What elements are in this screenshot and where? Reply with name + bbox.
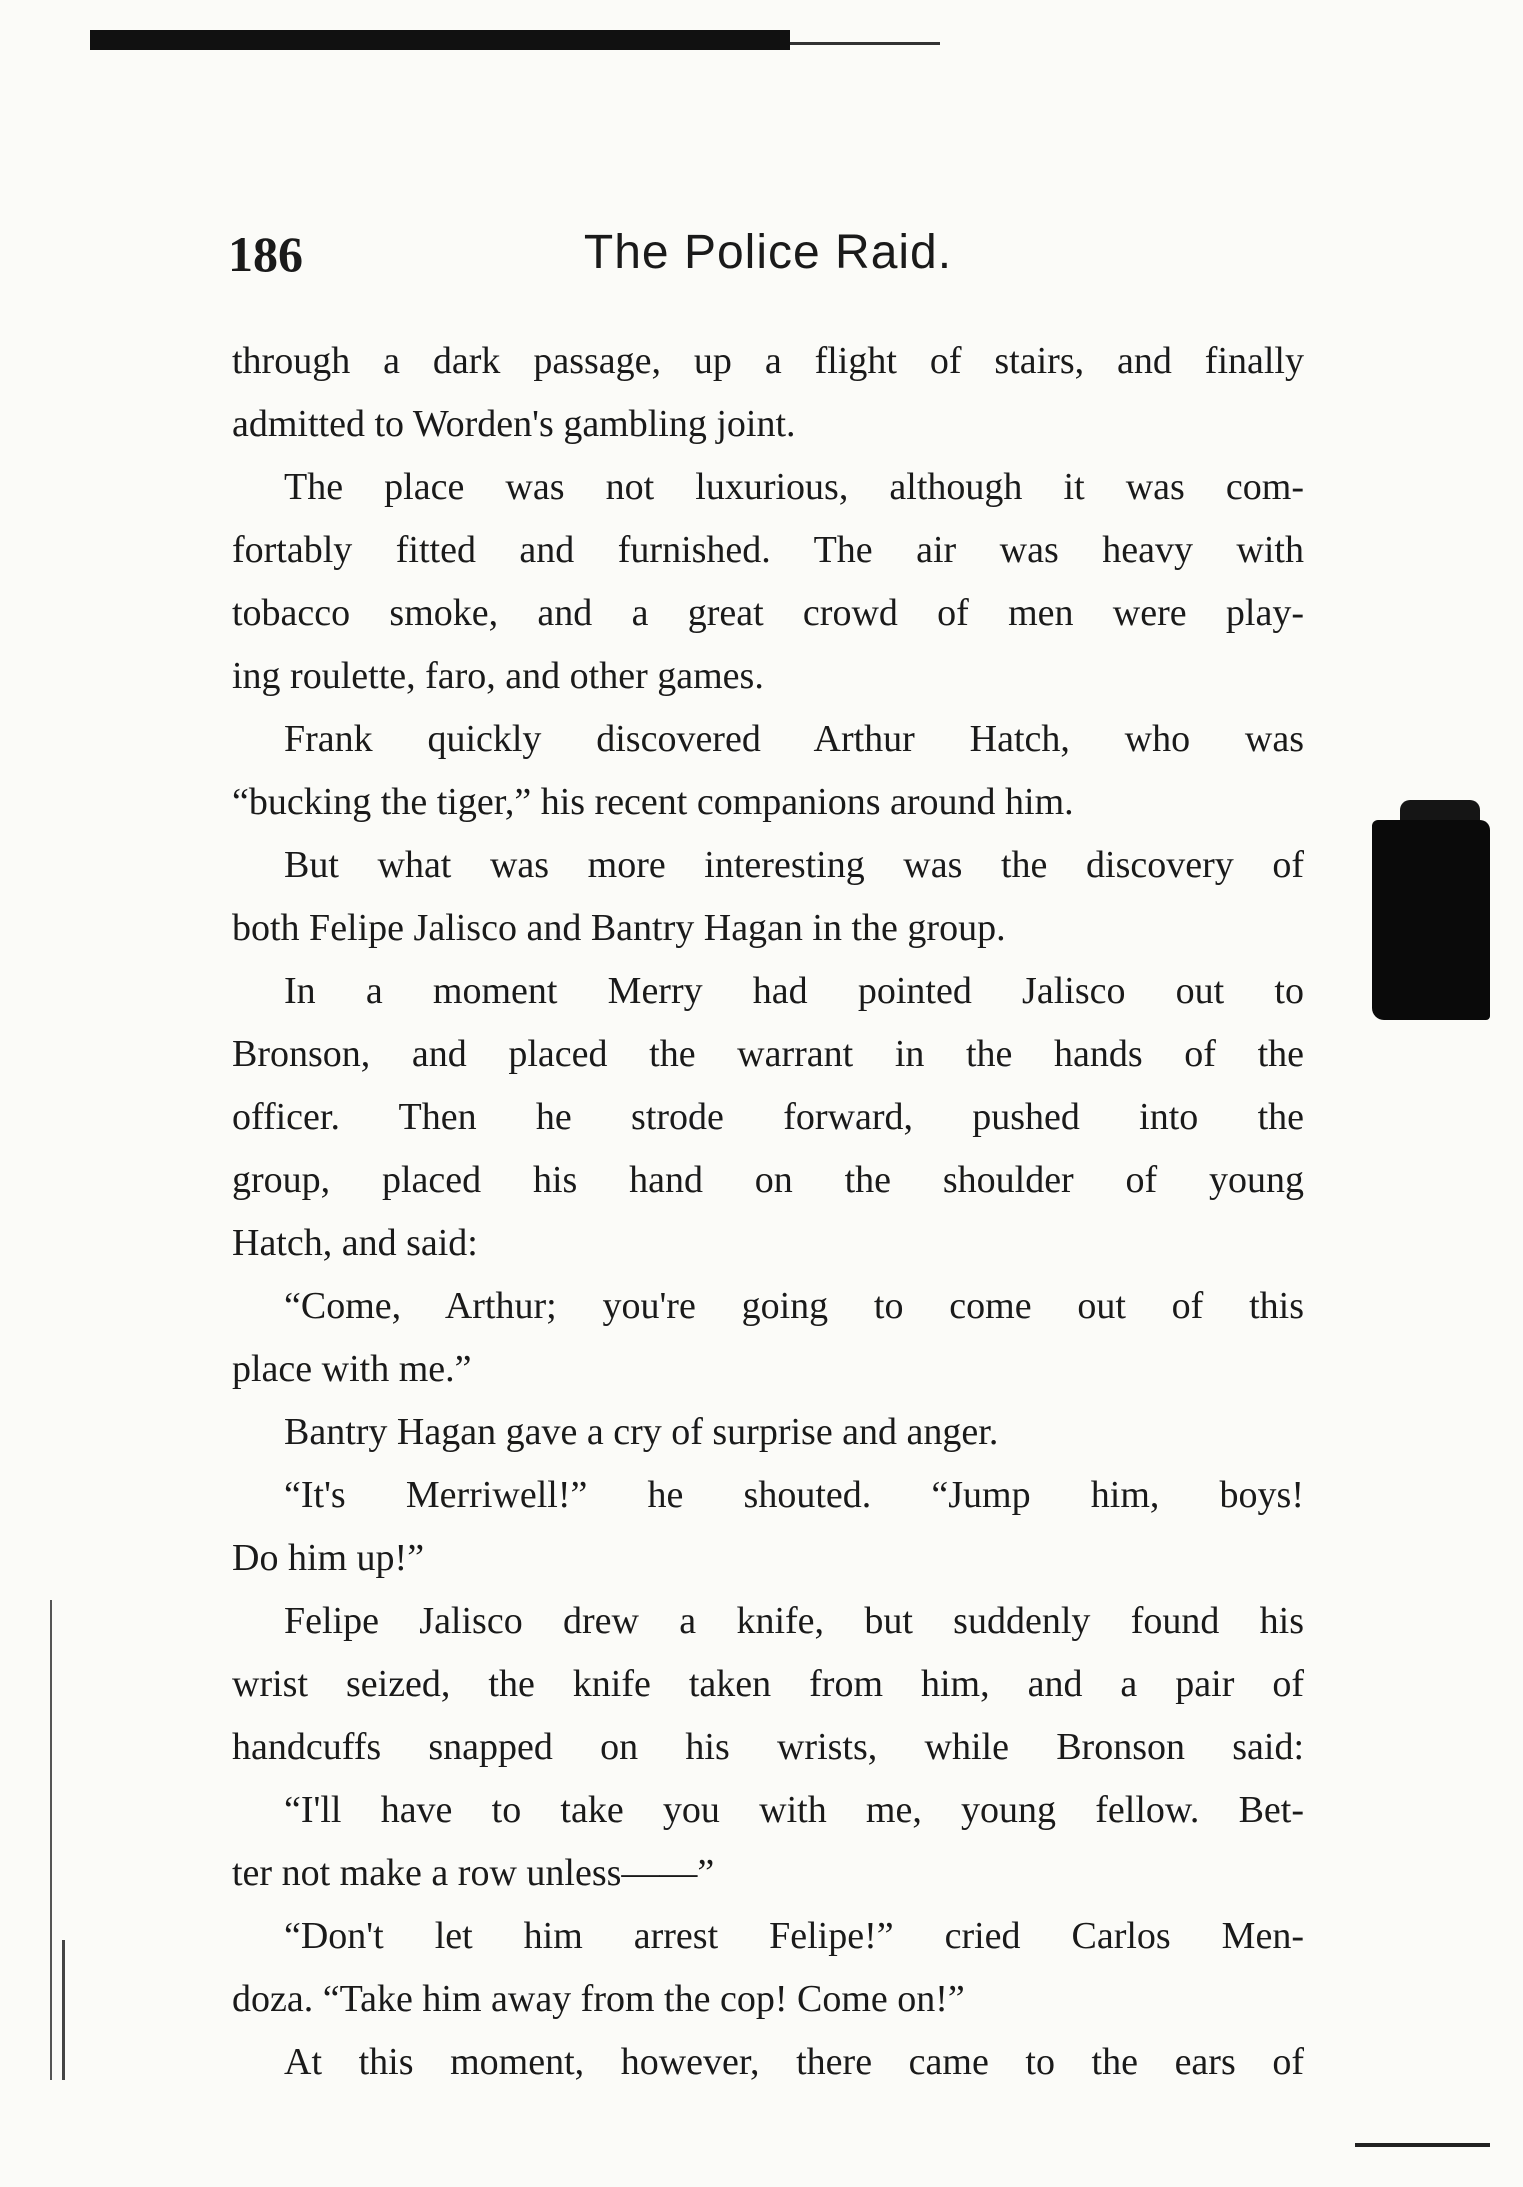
page-number: 186 [228,226,303,282]
text-line: wrist seized, the knife taken from him, and a pair of [232,1663,1304,1705]
text-line: In a moment Merry had pointed Jalisco out to [284,970,1304,1012]
text-line: through a dark passage, up a flight of stairs, and finally [232,340,1304,382]
bottom-scan-rule [1355,2143,1490,2147]
text-line: The place was not luxurious, although it was com- [284,466,1304,508]
text-line: both Felipe Jalisco and Bantry Hagan in the group. [232,907,1006,949]
text-line: ing roulette, faro, and other games. [232,655,764,697]
text-line: officer. Then he strode forward, pushed into the [232,1096,1304,1138]
text-line: But what was more interesting was the discovery of [284,844,1304,886]
text-line: fortably fitted and furnished. The air was heavy with [232,529,1304,571]
page-header [228,225,1308,295]
running-title: The Police Raid. [583,226,953,279]
body-text [232,330,1304,2094]
text-line: “It's Merriwell!” he shouted. “Jump him, boys! [284,1474,1304,1516]
text-line: “Come, Arthur; you're going to come out of this [284,1285,1304,1327]
left-scan-artifact-2 [62,1940,65,2080]
text-line: Bantry Hagan gave a cry of surprise and anger. [284,1411,999,1453]
text-line: group, placed his hand on the shoulder of young [232,1159,1304,1201]
left-scan-artifact [50,1600,52,2080]
margin-ink-smudge [1372,820,1490,1020]
text-line: “I'll have to take you with me, young fellow. Bet- [284,1789,1304,1831]
text-line: Felipe Jalisco drew a knife, but suddenly found his [284,1600,1304,1642]
text-line: “Don't let him arrest Felipe!” cried Carlos Men- [284,1915,1304,1957]
text-line: At this moment, however, there came to the ears of [284,2041,1304,2083]
text-line: ter not make a row unless——” [232,1852,715,1894]
top-scan-rule [90,30,790,50]
text-line: Hatch, and said: [232,1222,478,1264]
text-line: Bronson, and placed the warrant in the hands of the [232,1033,1304,1075]
text-line: doza. “Take him away from the cop! Come on!” [232,1978,965,2020]
text-line: Frank quickly discovered Arthur Hatch, who was [284,718,1304,760]
text-line: “bucking the tiger,” his recent companions around him. [232,781,1074,823]
text-line: place with me.” [232,1348,472,1390]
text-line: Do him up!” [232,1537,425,1579]
text-line: admitted to Worden's gambling joint. [232,403,796,445]
text-line: tobacco smoke, and a great crowd of men were play- [232,592,1304,634]
text-line: handcuffs snapped on his wrists, while Bronson said: [232,1726,1304,1768]
top-scan-rule-tail [790,42,940,45]
